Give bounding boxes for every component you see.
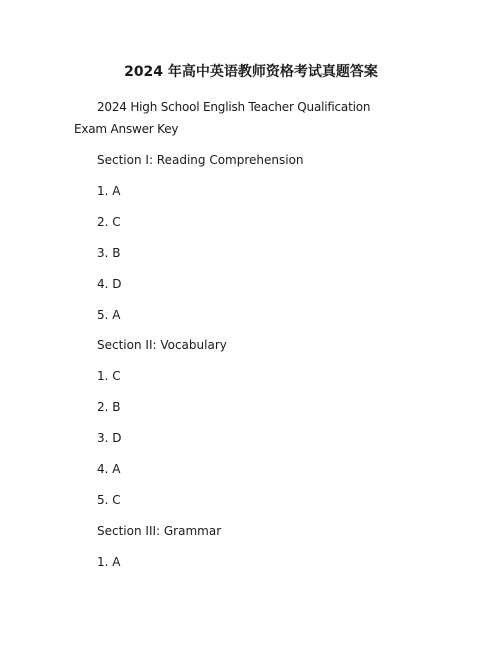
answer-item: 3. B [97, 246, 121, 260]
section-heading-vocabulary: Section II: Vocabulary [97, 338, 227, 352]
answer-item: 4. D [97, 277, 122, 291]
answer-item: 5. A [97, 308, 121, 322]
answer-item: 1. A [97, 184, 121, 198]
answer-item: 2. C [97, 215, 121, 229]
answer-item: 1. A [97, 555, 121, 569]
answer-item: 3. D [97, 431, 122, 445]
answer-item: 4. A [97, 462, 121, 476]
answer-item: 5. C [97, 493, 121, 507]
answer-item: 1. C [97, 369, 121, 383]
section-heading-grammar: Section III: Grammar [97, 524, 222, 538]
document-subtitle: 2024 High School English Teacher Qualification Exam Answer Key [74, 100, 371, 136]
section-heading-reading: Section I: Reading Comprehension [97, 153, 304, 167]
answer-item: 2. B [97, 400, 121, 414]
document-title: 2024 年高中英语教师资格考试真题答案 [124, 64, 378, 80]
